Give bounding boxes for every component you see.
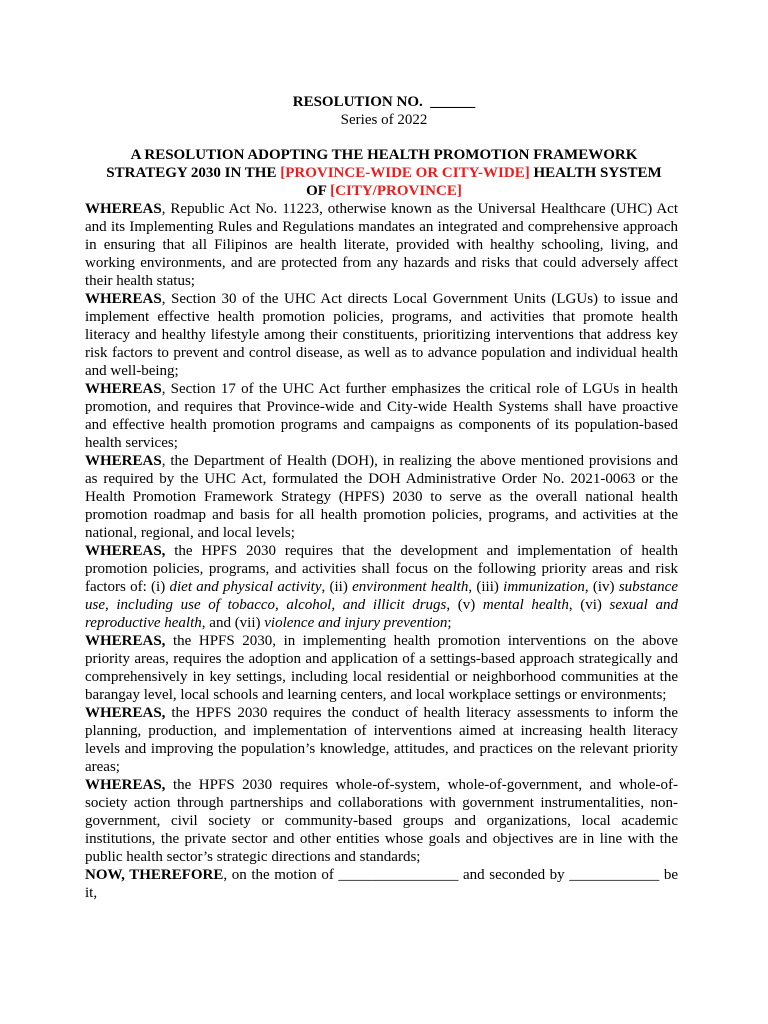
clause-lead: WHEREAS	[85, 291, 162, 307]
clause-end: ;	[447, 615, 452, 631]
now-therefore-clause	[85, 866, 678, 902]
resolution-body	[85, 200, 678, 902]
resolution-number-blank: ______	[430, 94, 476, 110]
clause-lead: WHEREAS	[85, 453, 162, 469]
clause-text: , Section 17 of the UHC Act further emphasizes the critical role of LGUs in health promotion, and requires that Province-wide and City-wide Health Systems shall have proactive and effective health promotion programs and campaigns as components of its population-based health services;	[85, 381, 678, 451]
clause-text: the HPFS 2030 requires the conduct of health literacy assessments to inform the planning, production, and implementation of interventions aimed at increasing health literacy levels and improving the population’s knowledge, attitudes, and practices on the relevant priority areas;	[85, 705, 678, 775]
resolution-header	[0, 93, 768, 129]
resolution-label: RESOLUTION NO.	[292, 94, 423, 110]
whereas-clause-4	[85, 452, 678, 542]
risk-label: (i)	[151, 579, 170, 595]
whereas-clause-8	[85, 776, 678, 866]
whereas-clause-7	[85, 704, 678, 776]
clause-text: , Section 30 of the UHC Act directs Local Government Units (LGUs) to issue and implement effective health promotion policies, programs, and activities that promote health literacy and healthy lifestyle among their constituents, prioritizing interventions that address key risk factors to prevent and control disease, as well as to advance population and individual health and well-being;	[85, 291, 678, 379]
title-part-1: A RESOLUTION ADOPTING THE HEALTH PROMOTION FRAMEWORK STRATEGY 2030 IN THE	[106, 147, 638, 181]
risk-label: , (iv)	[584, 579, 619, 595]
series-year: Series of 2022	[340, 112, 428, 128]
risk-label: , (v)	[446, 597, 483, 613]
risk-factor: substance use, including use of tobacco, alcohol, and illicit drugs	[85, 579, 678, 613]
risk-factor: immunization	[503, 579, 585, 595]
title-placeholder-lgu: [CITY/PROVINCE]	[330, 183, 462, 199]
risk-factor: environment health	[352, 579, 469, 595]
whereas-clause-3	[85, 380, 678, 452]
clause-text: the HPFS 2030 requires whole-of-system, whole-of-government, and whole-of-society action through partnerships and collaborations with government instrumentalities, non-government, civil society or community-based groups and organizations, local academic institutions, the private sector and other entities whose goals and objectives are in line with the public health sector’s strategic directions and standards;	[85, 777, 678, 865]
risk-factor: sexual and reproductive health	[85, 597, 678, 631]
clause-text: the HPFS 2030, in implementing health promotion interventions on the above priority areas, requires the adoption and application of a settings-based approach strategically and comprehensively in key settings, including local residential or neighborhood communities at the barangay level, local schools and learning centers, and local workplace settings or environments;	[85, 633, 678, 703]
whereas-clause-1	[85, 200, 678, 290]
title-part-2: HEALTH SYSTEM OF	[306, 165, 662, 199]
clause-lead: NOW, THEREFORE	[85, 867, 224, 883]
title-placeholder-system: [PROVINCE-WIDE OR CITY-WIDE]	[280, 165, 530, 181]
clause-lead: WHEREAS,	[85, 777, 166, 793]
clause-text: , the Department of Health (DOH), in realizing the above mentioned provisions and as required by the UHC Act, formulated the DOH Administrative Order No. 2021-0063 or the Health Promotion Framework Strategy (HPFS) 2030 to serve as the overall national health promotion roadmap and basis for all health promotion policies, programs, and activities at the national, regional, and local levels;	[85, 453, 678, 541]
whereas-clause-5	[85, 542, 678, 632]
whereas-clause-2	[85, 290, 678, 380]
risk-factor: mental health	[482, 597, 569, 613]
clause-lead: WHEREAS	[85, 201, 162, 217]
whereas-clause-6	[85, 632, 678, 704]
risk-label: , (ii)	[321, 579, 353, 595]
risk-factor: diet and physical activity	[169, 579, 322, 595]
clause-text: , on the motion of ________________ and seconded by ____________ be it,	[85, 867, 678, 901]
clause-text: , Republic Act No. 11223, otherwise known as the Universal Healthcare (UHC) Act and its Implementing Rules and Regulations mandates an integrated and comprehensive approach in ensuring that all Filipinos are health literate, provided with healthy schooling, living, and working environments, and are protected from any hazards and risks that could adversely affect their health status;	[85, 201, 678, 289]
clause-lead: WHEREAS	[85, 381, 162, 397]
clause-text: the HPFS 2030 requires that the development and implementation of health promotion policies, programs, and activities shall focus on the following priority areas and risk factors of:	[85, 543, 678, 595]
risk-label: , (iii)	[468, 579, 504, 595]
clause-lead: WHEREAS,	[85, 543, 166, 559]
risk-factor: violence and injury prevention	[264, 615, 448, 631]
clause-lead: WHEREAS,	[85, 705, 166, 721]
resolution-number	[0, 93, 768, 111]
risk-label: , (vi)	[568, 597, 610, 613]
resolution-title	[95, 146, 673, 200]
clause-lead: WHEREAS,	[85, 633, 166, 649]
risk-label: , and (vii)	[201, 615, 265, 631]
